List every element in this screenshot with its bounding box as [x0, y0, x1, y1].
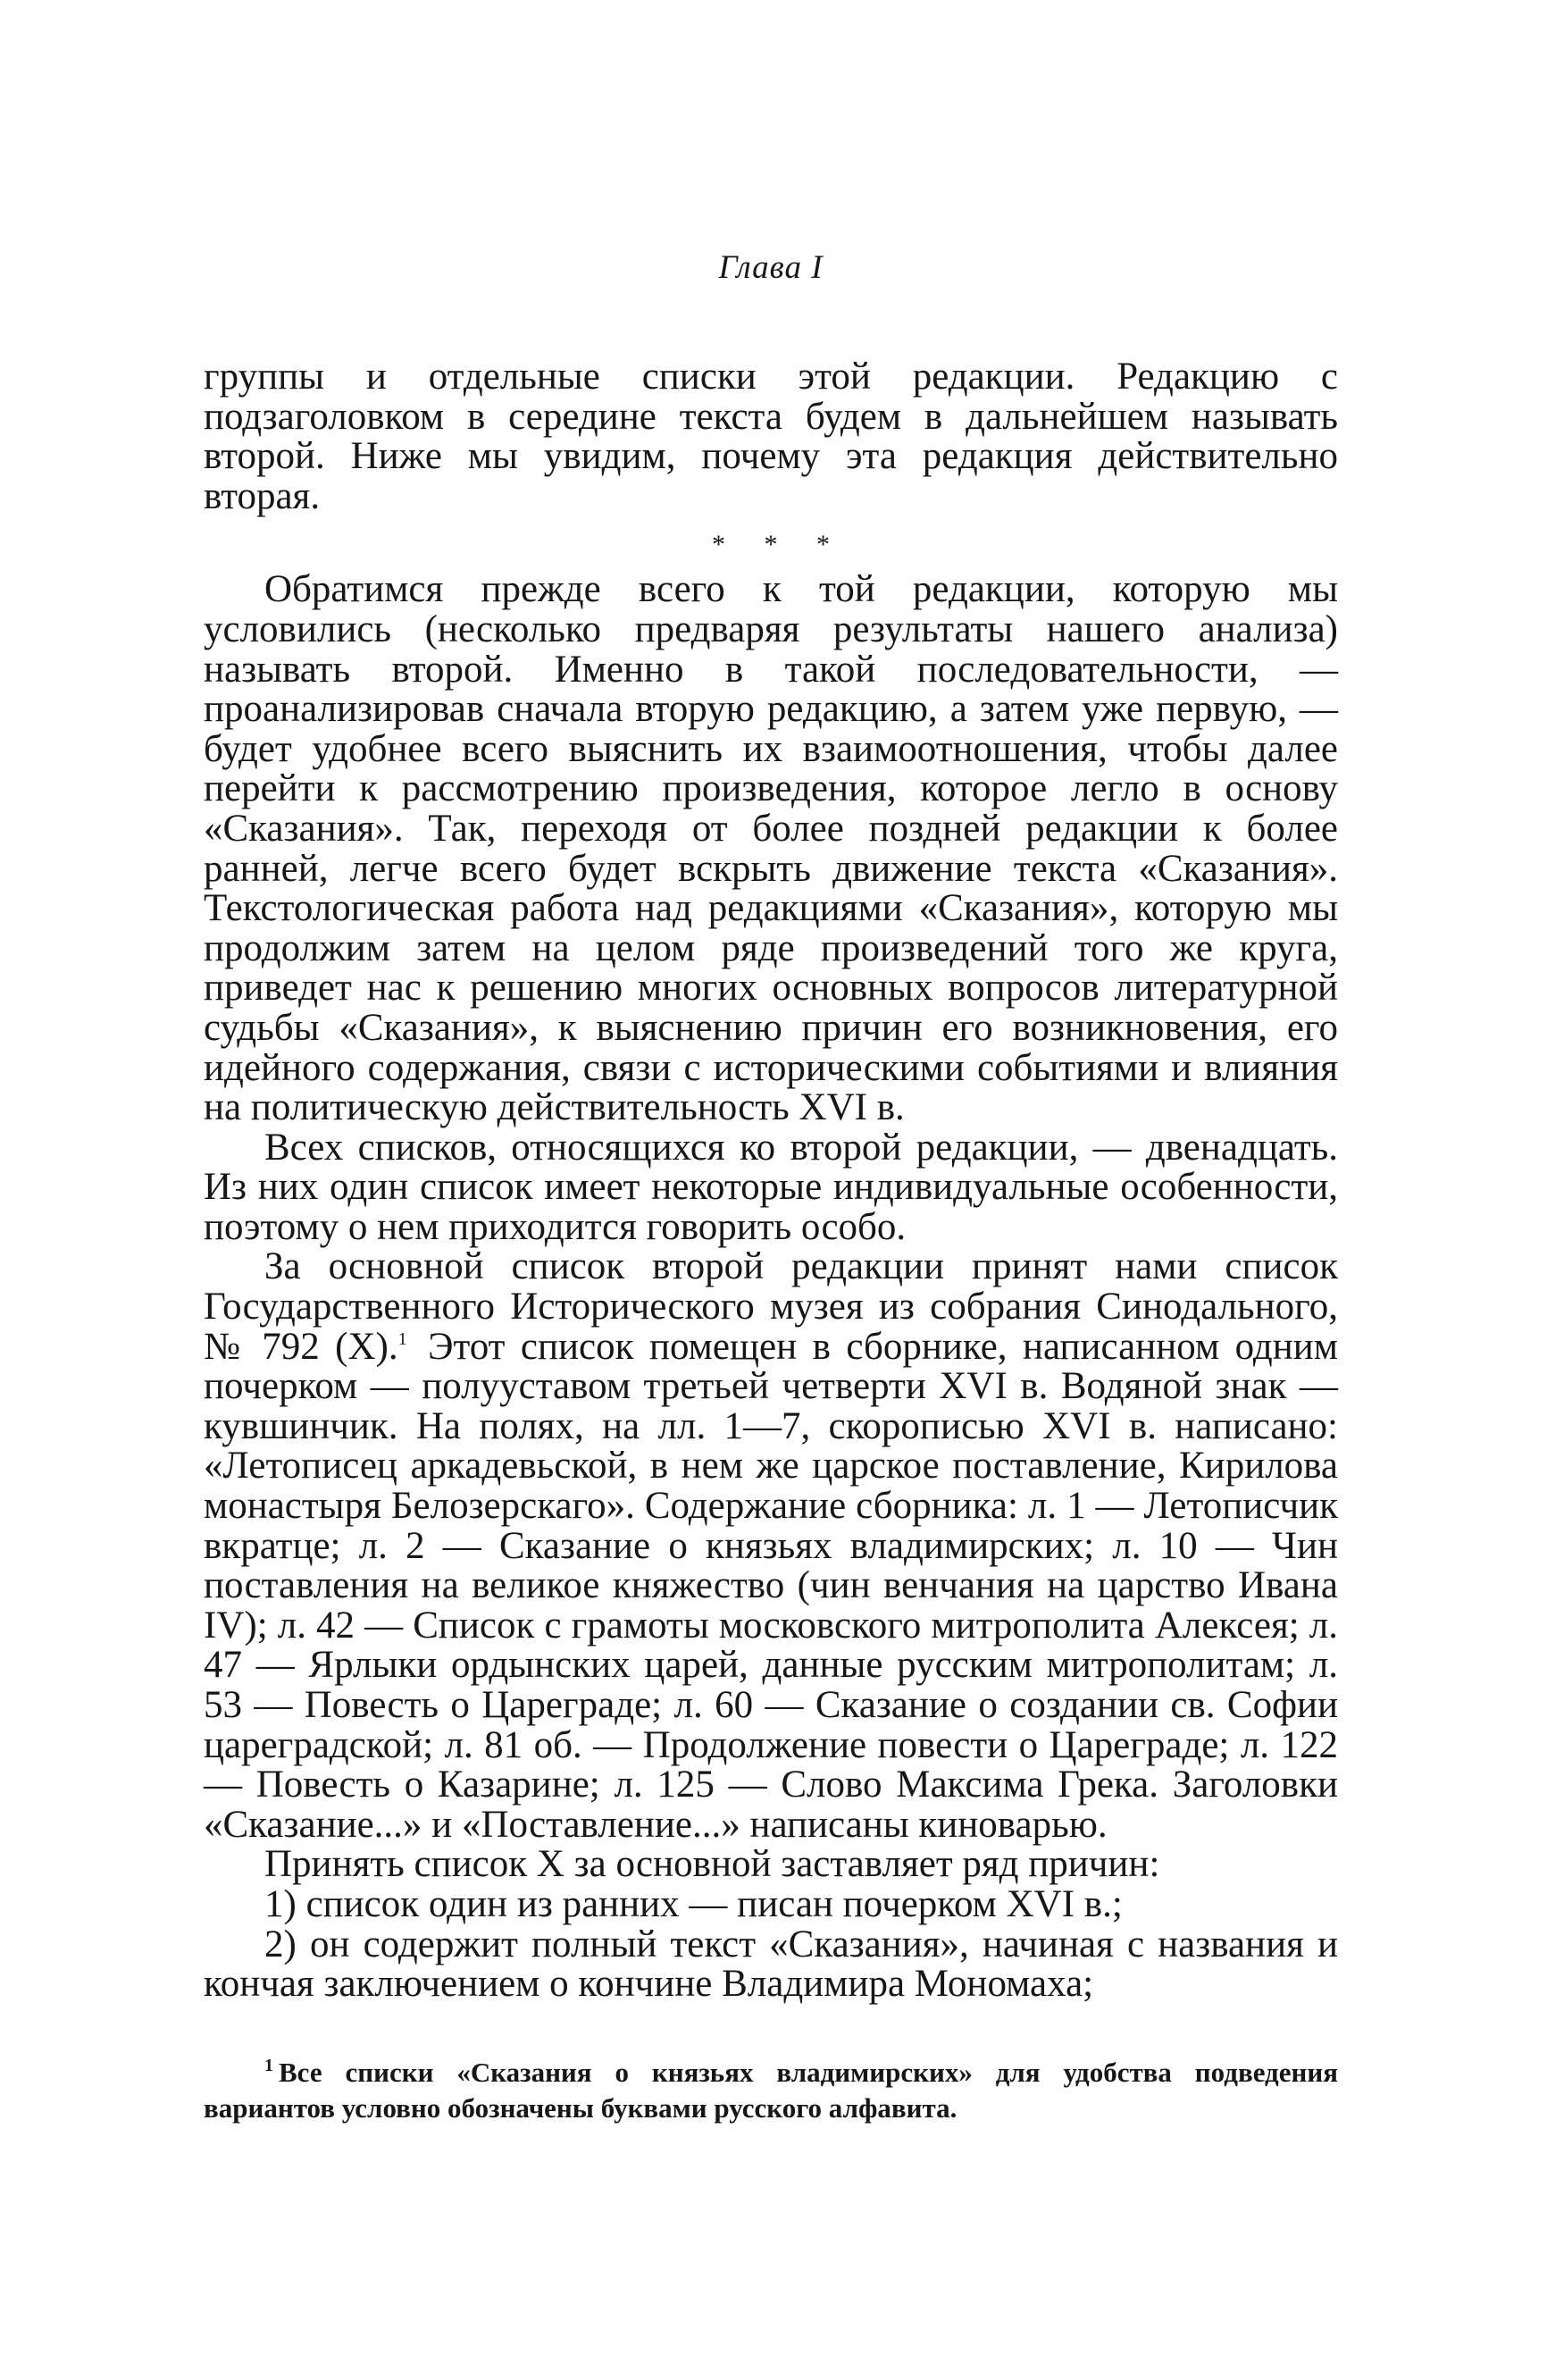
- section-separator: * * *: [712, 530, 846, 560]
- paragraph-4-start: За основной список второй редакции принят нами список Государственного Исторического музея из собрания Синодального, № 792 (X).: [204, 1245, 1338, 1368]
- paragraph-6: 1) список один из ранних — писан почерком XVI в.;: [264, 1882, 1123, 1925]
- running-header: Глава I: [718, 249, 824, 286]
- paragraph-4: [204, 1247, 1338, 1845]
- paragraph-4-rest: Этот список помещен в сборнике, написанном одним почерком — полууставом третьей четверти XVI в. Водяной знак — кувшинчик. На полях, на лл. 1—7, скорописью XVI в. написано: «Летописец аркадевьской, в нем же царское поставление, Кирилова монастыря Белозерскаго». Содержание сборника: л. 1 — Летописчик вкратце; л. 2 — Сказание о князьях владимирских; л. 10 — Чин поставления на великое княжество (чин венчания на царство Ивана IV); л. 42 — Список с грамоты московского митрополита Алексея; л. 47 — Ярлыки ордынских царей, данные русским митрополитам; л. 53 — Повесть о Цареграде; л. 60 — Сказание о создании св. Софии цареградской; л. 81 об. — Продолжение повести о Цареграде; л. 122 — Повесть о Казарине; л. 125 — Слово Максима Грека. Заголовки «Сказание...» и «Поставление...» написаны киноварью.: [204, 1325, 1339, 1846]
- paragraph-1: группы и отдельные списки этой редакции. Редакцию с подзаголовком в середине текста будем в дальнейшем называть второй. Ниже мы увидим, почему эта редакция действительно вторая.: [204, 356, 1338, 517]
- paragraph-7: 2) он содержит полный текст «Сказания», начиная с названия и кончая заключением о кончине Владимира Мономаха;: [204, 1923, 1338, 2006]
- footnote-mark: 1: [264, 2056, 273, 2076]
- paragraph-5: Принять список X за основной заставляет ряд причин:: [264, 1843, 1160, 1886]
- paragraph-2: Обратимся прежде всего к той редакции, которую мы условились (несколько предваряя результаты нашего анализа) называть второй. Именно в такой последовательности, — проанализировав сначала вторую редакцию, а затем уже первую, — будет удобнее всего выяснить их взаимоотношения, чтобы далее перейти к рассмотрению произведения, которое легло в основу «Сказания». Так, переходя от более поздней редакции к более ранней, легче всего будет вскрыть движение текста «Сказания». Текстологическая работа над редакциями «Сказания», которую мы продолжим затем на целом ряде произведений того же круга, приведет нас к решению многих основных вопросов литературной судьбы «Сказания», к выяснению причин его возникновения, его идейного содержания, связи с историческими событиями и влияния на политическую действительность XVI в.: [204, 568, 1338, 1129]
- book-page: [204, 248, 1338, 2126]
- main-text: [204, 357, 1338, 2005]
- footnote-reference: 1: [397, 1329, 407, 1350]
- footnote-text: Все списки «Сказания о князьях владимирских» для удобства подведения вариантов условно обозначены буквами русского алфавита.: [204, 2056, 1338, 2124]
- footnote: [204, 2055, 1338, 2126]
- paragraph-3: Всех списков, относящихся ко второй редакции, — двенадцать. Из них один список имеет некоторые индивидуальные особенности, поэтому о нем приходится говорить особо.: [204, 1126, 1338, 1248]
- footnotes: [204, 2055, 1338, 2126]
